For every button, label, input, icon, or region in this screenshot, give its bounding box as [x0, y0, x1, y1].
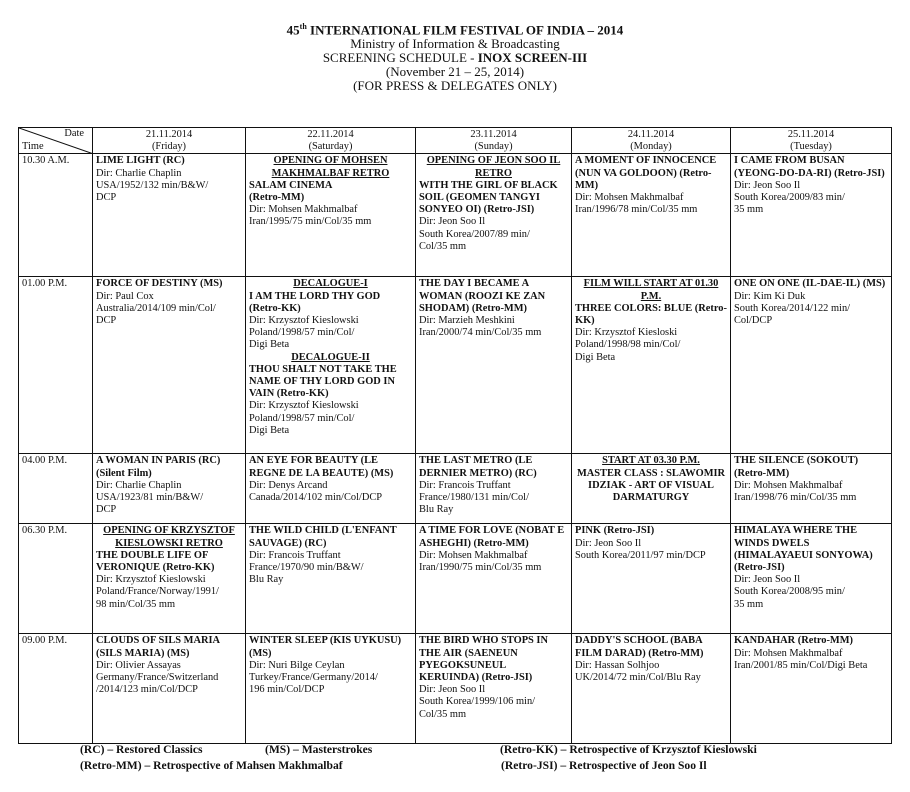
day-header: 24.11.2014 (Monday)	[572, 128, 731, 154]
screening-cell: THE WILD CHILD (L'ENFANT SAUVAGE) (RC) Dir: Francois Truffant France/1970/90 min/B&W/ Blu Ray	[246, 524, 416, 634]
screening-cell	[572, 454, 731, 524]
audience-note: (FOR PRESS & DELEGATES ONLY)	[353, 78, 557, 94]
screening-cell: A TIME FOR LOVE (NOBAT E ASHEGHI) (Retro-MM) Dir: Mohsen Makhmalbaf Iran/1990/75 min/Col/35 mm	[416, 524, 572, 634]
time-slot: 04.00 P.M.	[19, 454, 93, 524]
screening-cell: OPENING OF MOHSEN MAKHMALBAF RETRO SALAM CINEMA (Retro-MM) Dir: Mohsen Makhmalbaf Iran/1995/75 min/Col/35 mm	[246, 154, 416, 277]
screening-cell: A WOMAN IN PARIS (RC) (Silent Film) Dir: Charlie Chaplin USA/1923/81 min/B&W/ DCP	[93, 454, 246, 524]
document-header	[0, 0, 910, 93]
opening-banner: OPENING OF MOHSEN MAKHMALBAF RETRO	[271, 155, 390, 179]
screening-cell: A MOMENT OF INNOCENCE (NUN VA GOLDOON) (Retro-MM) Dir: Mohsen Makhmalbaf Iran/1996/78 min/Col/35 mm	[572, 154, 731, 277]
table-row	[19, 277, 892, 454]
ministry-line: Ministry of Information & Broadcasting	[350, 36, 560, 52]
legend-mm: (Retro-MM) – Retrospective of Mahsen Makhmalbaf	[80, 759, 343, 772]
screening-cell: DADDY'S SCHOOL (BABA FILM DARAD) (Retro-MM) Dir: Hassan Solhjoo UK/2014/72 min/Col/Blu Ray	[572, 634, 731, 744]
corner-date-label: Date	[64, 128, 84, 139]
opening-banner: OPENING OF KRZYSZTOF KIESLOWSKI RETRO	[103, 525, 235, 549]
abbreviation-legend	[80, 742, 880, 774]
table-row	[19, 634, 892, 744]
time-slot: 06.30 P.M.	[19, 524, 93, 634]
time-slot: 01.00 P.M.	[19, 277, 93, 454]
time-slot: 10.30 A.M.	[19, 154, 93, 277]
table-row	[19, 154, 892, 277]
screening-cell: PINK (Retro-JSI) Dir: Jeon Soo Il South Korea/2011/97 min/DCP	[572, 524, 731, 634]
screening-cell: ONE ON ONE (IL-DAE-IL) (MS) Dir: Kim Ki Duk South Korea/2014/122 min/ Col/DCP	[731, 277, 892, 454]
screening-cell: DECALOGUE-I I AM THE LORD THY GOD (Retro-KK) Dir: Krzysztof Kieslowski Poland/1998/57 min/Col/ Digi Beta DECALOGUE-II THOU SHALT NOT TAKE THE NAME OF THY LORD GOD IN VAIN (Retro-KK) Dir: Krzysztof Kieslowski Poland/1998/57 min/Col/ Digi Beta	[246, 277, 416, 454]
day-header: 23.11.2014 (Sunday)	[416, 128, 572, 154]
master-class-title: MASTER CLASS : SLAWOMIR IDZIAK - ART OF VISUAL DARMATURGY	[576, 467, 726, 504]
schedule-title: SCREENING SCHEDULE - INOX SCREEN-III	[322, 50, 588, 66]
date-time-corner	[19, 128, 93, 154]
table-row	[19, 524, 892, 634]
decalogue-banner: DECALOGUE-I	[293, 278, 368, 290]
screening-cell: LIME LIGHT (RC) Dir: Charlie Chaplin USA/1952/132 min/B&W/ DCP	[93, 154, 246, 277]
decalogue-banner: DECALOGUE-II	[291, 351, 370, 363]
start-time-banner: FILM WILL START AT 01.30 P.M.	[583, 278, 719, 302]
day-header: 21.11.2014 (Friday)	[93, 128, 246, 154]
table-row	[19, 454, 892, 524]
screening-cell: OPENING OF JEON SOO IL RETRO WITH THE GIRL OF BLACK SOIL (GEOMEN TANGYI SONYEO OI) (Retro-JSI) Dir: Jeon Soo Il South Korea/2007/89 min/ Col/35 mm	[416, 154, 572, 277]
screening-cell: THE SILENCE (SOKOUT) (Retro-MM) Dir: Mohsen Makhmalbaf Iran/1998/76 min/Col/35 mm	[731, 454, 892, 524]
screening-cell: HIMALAYA WHERE THE WINDS DWELS (HIMALAYAEUI SONYOWA) (Retro-JSI) Dir: Jeon Soo Il South Korea/2008/95 min/ 35 mm	[731, 524, 892, 634]
screening-cell: THE DAY I BECAME A WOMAN (ROOZI KE ZAN SHODAM) (Retro-MM) Dir: Marzieh Meshkini Iran/2000/74 min/Col/35 mm	[416, 277, 572, 454]
screening-cell: FILM WILL START AT 01.30 P.M. THREE COLORS: BLUE (Retro-KK) Dir: Krzysztof Kiesloski Poland/1998/98 min/Col/ Digi Beta	[572, 277, 731, 454]
screening-cell: KANDAHAR (Retro-MM) Dir: Mohsen Makhmalbaf Iran/2001/85 min/Col/Digi Beta	[731, 634, 892, 744]
screening-cell: THE LAST METRO (LE DERNIER METRO) (RC) Dir: Francois Truffant France/1980/131 min/Col/ Blu Ray	[416, 454, 572, 524]
legend-jsi: (Retro-JSI) – Retrospective of Jeon Soo Il	[501, 759, 707, 772]
screening-cell: CLOUDS OF SILS MARIA (SILS MARIA) (MS) Dir: Olivier Assayas Germany/France/Switzerland /2014/123 min/Col/DCP	[93, 634, 246, 744]
start-time-banner: START AT 03.30 P.M.	[602, 455, 700, 467]
screening-schedule-table	[18, 127, 892, 744]
legend-rc: (RC) – Restored Classics	[80, 743, 203, 756]
screening-cell: AN EYE FOR BEAUTY (LE REGNE DE LA BEAUTE) (MS) Dir: Denys Arcand Canada/2014/102 min/Col/DCP	[246, 454, 416, 524]
screening-cell: I CAME FROM BUSAN (YEONG-DO-DA-RI) (Retro-JSI) Dir: Jeon Soo Il South Korea/2009/83 min/ 35 mm	[731, 154, 892, 277]
opening-banner: OPENING OF JEON SOO IL RETRO	[426, 155, 561, 179]
legend-kk: (Retro-KK) – Retrospective of Krzysztof Kieslowski	[500, 743, 757, 756]
day-header: 25.11.2014 (Tuesday)	[731, 128, 892, 154]
corner-time-label: Time	[22, 141, 44, 153]
screening-cell: WINTER SLEEP (KIS UYKUSU) (MS) Dir: Nuri Bilge Ceylan Turkey/France/Germany/2014/ 196 min/Col/DCP	[246, 634, 416, 744]
festival-title: 45th INTERNATIONAL FILM FESTIVAL OF INDIA – 2014	[286, 22, 624, 38]
time-slot: 09.00 P.M.	[19, 634, 93, 744]
screening-cell: THE BIRD WHO STOPS IN THE AIR (SAENEUN PYEGOKSUNEUL KERUINDA) (Retro-JSI) Dir: Jeon Soo Il South Korea/1999/106 min/ Col/35 mm	[416, 634, 572, 744]
legend-ms: (MS) – Masterstrokes	[265, 743, 373, 756]
festival-dates: (November 21 – 25, 2014)	[385, 64, 525, 80]
table-header-row	[19, 128, 892, 154]
screening-cell: OPENING OF KRZYSZTOF KIESLOWSKI RETRO THE DOUBLE LIFE OF VERONIQUE (Retro-KK) Dir: Krzysztof Kieslowski Poland/France/Norway/1991/ 98 min/Col/35 mm	[93, 524, 246, 634]
day-header: 22.11.2014 (Saturday)	[246, 128, 416, 154]
screening-cell: FORCE OF DESTINY (MS) Dir: Paul Cox Australia/2014/109 min/Col/ DCP	[93, 277, 246, 454]
